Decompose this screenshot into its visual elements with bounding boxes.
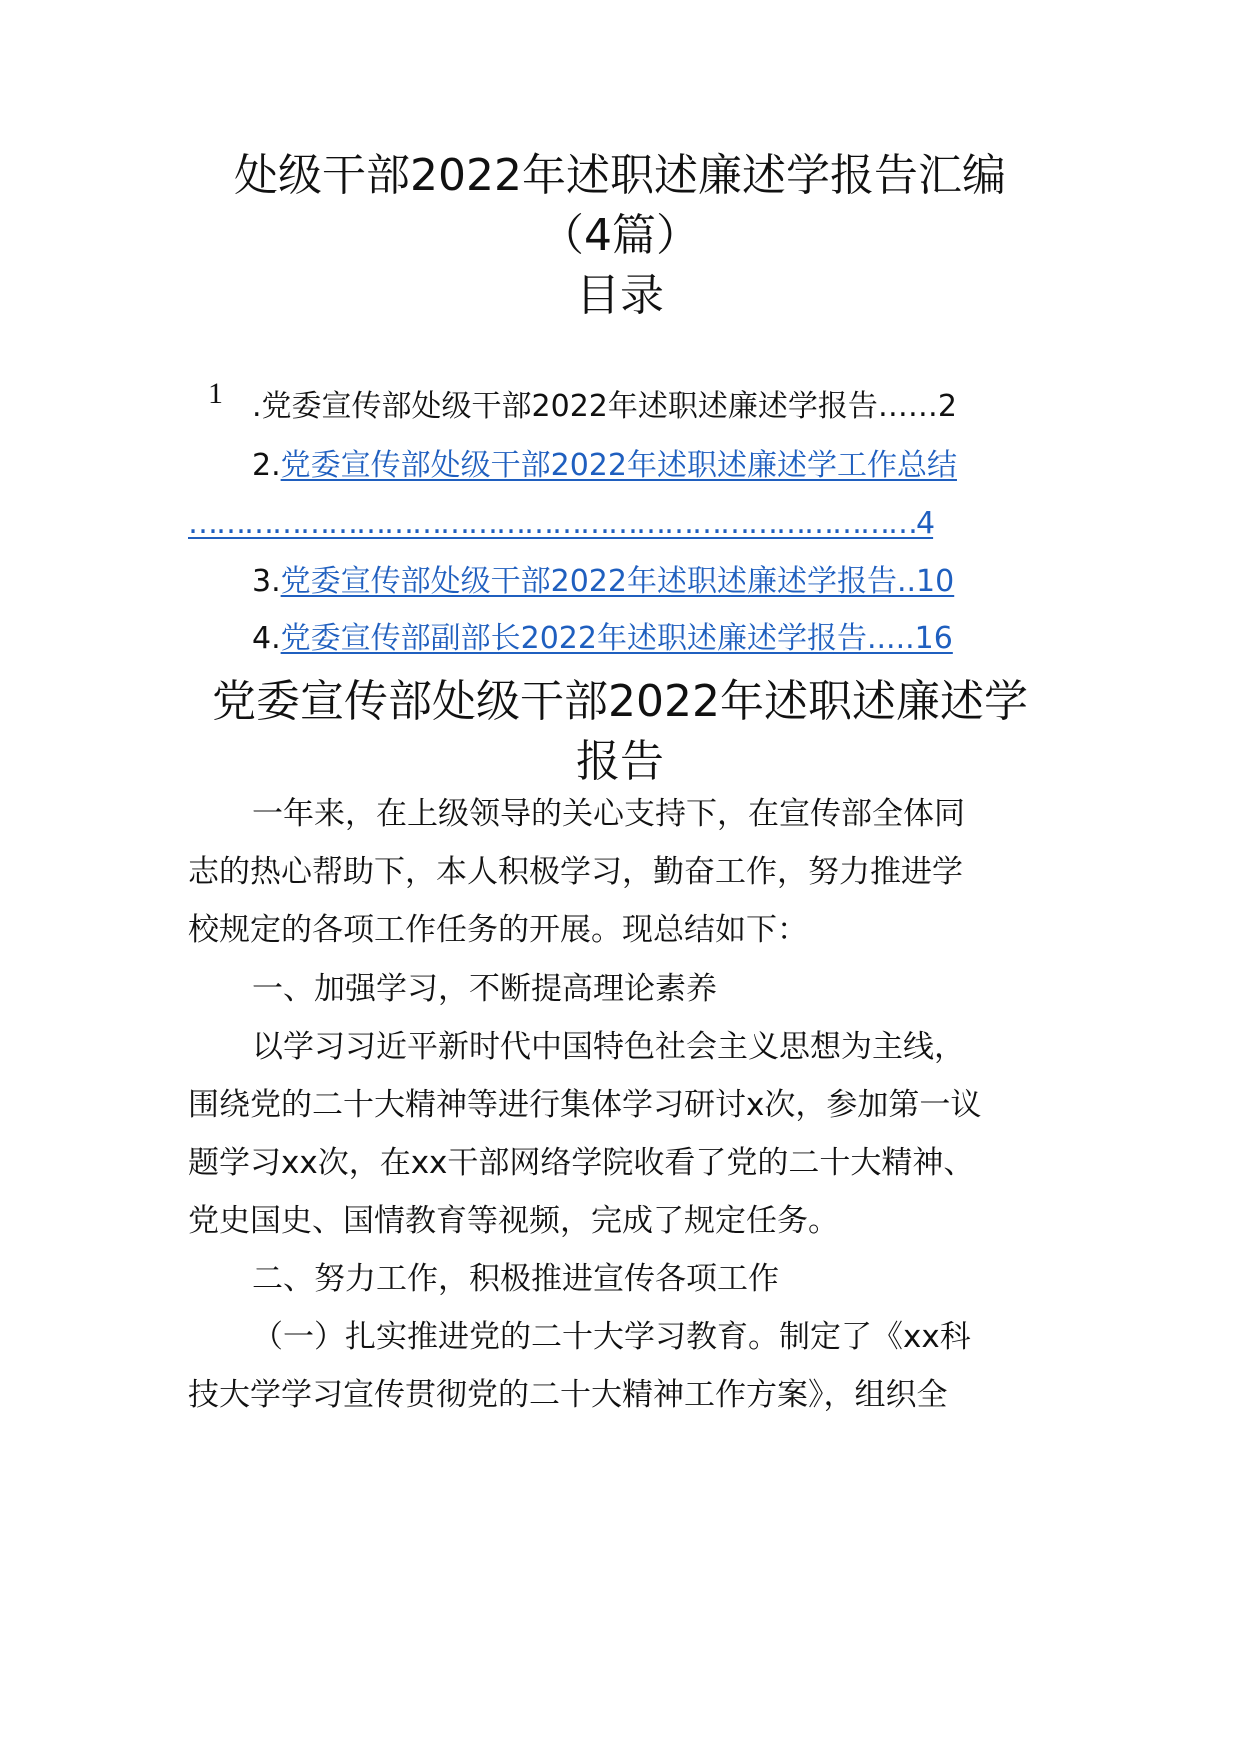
toc-entry-2[interactable] xyxy=(252,444,957,488)
toc-entry-3-link[interactable]: 党委宣传部处级干部2022年述职述廉述学报告..10 xyxy=(280,564,955,599)
toc-entry-2-leader-link[interactable]: ……………………………………………………………………4 xyxy=(188,506,934,541)
toc-entry-4-prefix: 4. xyxy=(252,621,281,656)
toc-entry-3[interactable] xyxy=(252,560,954,604)
section-heading-1: 一、加强学习，不断提高理论素养 xyxy=(252,971,717,1007)
paragraph-line-3: 校规定的各项工作任务的开展。现总结如下： xyxy=(188,912,808,948)
paragraph-line-5: 围绕党的二十大精神等进行集体学习研讨x次，参加第一议 xyxy=(188,1087,982,1123)
paragraph-line-6: 题学习xx次，在xx干部网络学院收看了党的二十大精神、 xyxy=(188,1145,975,1181)
toc-entry-2-prefix: 2. xyxy=(252,448,281,483)
toc-stray-number: 1 xyxy=(208,377,223,410)
section-title-line-2: 报告 xyxy=(576,736,664,787)
toc-entry-2-leader[interactable] xyxy=(188,502,933,546)
paragraph-line-8: （一）扎实推进党的二十大学习教育。制定了《xx科 xyxy=(252,1319,971,1355)
toc-entry-2-link[interactable]: 党委宣传部处级干部2022年述职述廉述学工作总结 xyxy=(280,448,957,483)
toc-entry-1[interactable] xyxy=(252,385,957,429)
section-heading-2: 二、努力工作，积极推进宣传各项工作 xyxy=(252,1261,779,1297)
document-title-line-1: 处级干部2022年述职述廉述学报告汇编 xyxy=(234,150,1006,201)
toc-entry-4-link[interactable]: 党委宣传部副部长2022年述职述廉述学报告.....16 xyxy=(280,621,953,656)
toc-entry-4[interactable] xyxy=(252,617,953,661)
paragraph-line-2: 志的热心帮助下，本人积极学习，勤奋工作，努力推进学 xyxy=(188,854,963,890)
paragraph-line-7: 党史国史、国情教育等视频，完成了规定任务。 xyxy=(188,1203,839,1239)
paragraph-line-4: 以学习习近平新时代中国特色社会主义思想为主线， xyxy=(252,1029,965,1065)
document-title-line-2: （4篇） xyxy=(540,210,700,261)
paragraph-line-9: 技大学学习宣传贯彻党的二十大精神工作方案》，组织全 xyxy=(188,1377,948,1413)
paragraph-line-1: 一年来，在上级领导的关心支持下，在宣传部全体同 xyxy=(252,796,965,832)
toc-entry-1-text: .党委宣传部处级干部2022年述职述廉述学报告……2 xyxy=(252,389,957,424)
toc-entry-3-prefix: 3. xyxy=(252,564,281,599)
toc-heading: 目录 xyxy=(576,270,664,321)
section-title-line-1: 党委宣传部处级干部2022年述职述廉述学 xyxy=(212,676,1028,727)
